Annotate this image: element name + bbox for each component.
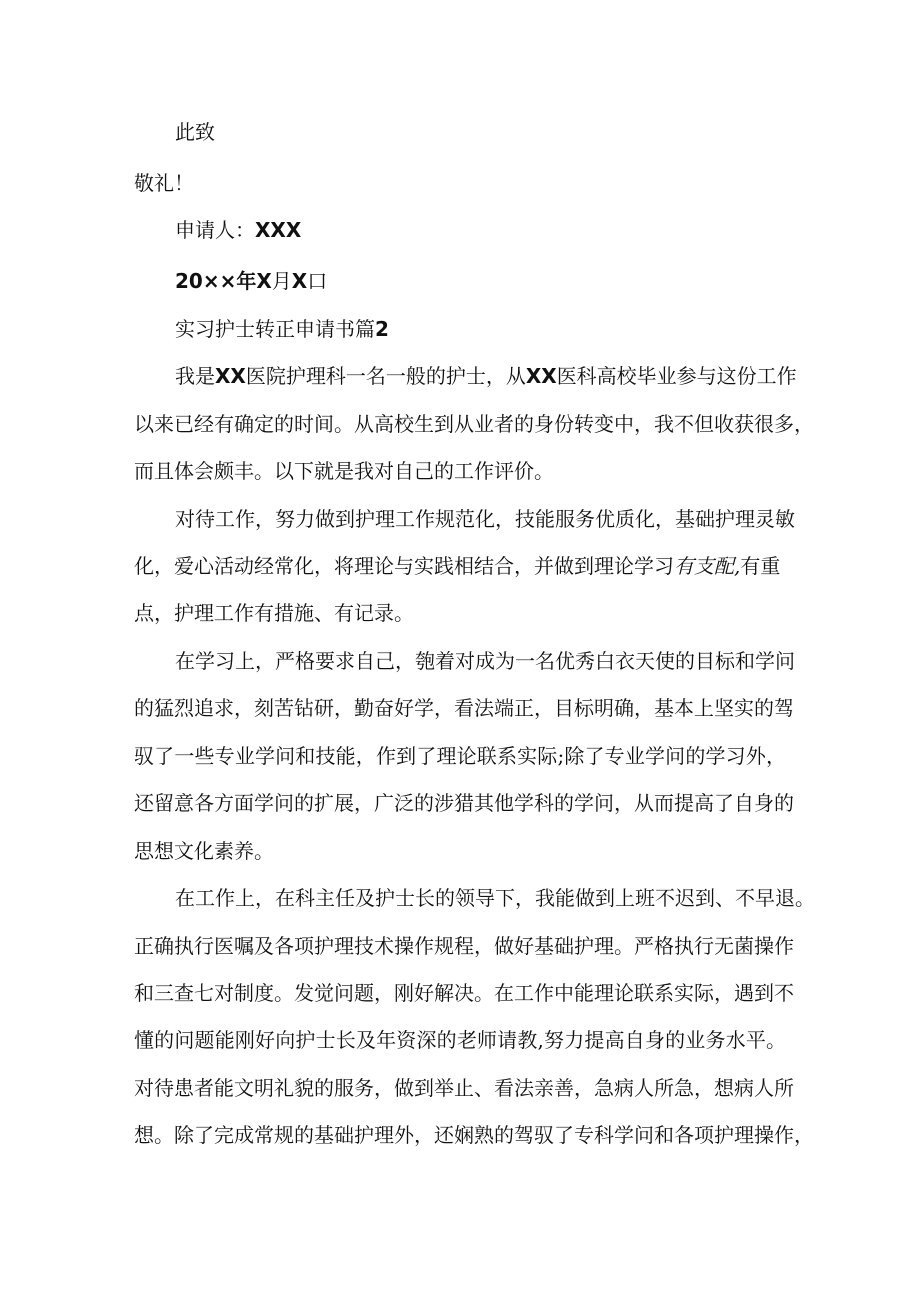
date-month: 月 [271,269,292,293]
date-year: 20××年 [175,269,257,293]
paragraph-1-line-1 [175,364,797,388]
paragraph-1-line-3: 而且体会颇丰。以下就是我对自己的工作评价。 [134,459,554,483]
paragraph-3-line-2: 的猛烈追求，刻苦钻研，勤奋好学，看法端正，目标明确，基本上坚实的驾 [134,696,794,720]
paragraph-3-line-5: 思想文化素养。 [134,839,274,863]
paragraph-4-line-3: 和三查七对制度。发觉问题，刚好解决。在工作中能理论联系实际，遇到不 [134,981,794,1005]
section-title-text: 实习护士转正申请书篇 [175,317,375,341]
text-run: 医科高校毕业参与这份工作 [556,364,797,388]
date-line [175,269,327,293]
closing-regards: 敬礼！ [134,171,194,195]
applicant-line [175,218,301,242]
paragraph-4-line-5: 对待患者能文明礼貌的服务，做到举止、看法亲善，急病人所急，想病人所 [134,1076,794,1100]
paragraph-2-line-1: 对待工作，努力做到护理工作规范化，技能服务优质化，基础护理灵敏 [175,507,795,531]
applicant-label: 申请人： [175,218,255,242]
text-run: 化，爱心活动经常化，将理论与实践相结合，并做到理论学习 [134,554,674,578]
applicant-name: XXX [255,218,302,242]
paragraph-2-line-3: 点，护理工作有措施、有记录。 [134,601,414,625]
text-run: 我是 [175,364,215,388]
paragraph-4-line-4: 懂的问题能刚好向护士长及年资深的老师请教,努力提高自身的业务水平。 [134,1028,786,1052]
paragraph-3-line-1: 在学习上，严格要求自己，匏着对成为一名优秀白衣天使的目标和学问 [175,649,795,673]
date-x1: X [256,269,272,293]
text-run: 有重 [740,554,781,578]
paragraph-4-line-1: 在工作上，在科主任及护士长的领导下，我能做到上班不迟到、不早退。 [175,886,815,910]
text-run: 医院护理科一名一般的护士，从 [245,364,526,388]
paragraph-2-line-2 [134,554,780,578]
date-tail: 口 [307,269,328,293]
school-placeholder: XX [525,364,557,388]
paragraph-1-line-2: 以来已经有确定的时间。从高校生到从业者的身份转变中，我不但收获很多， [134,412,814,436]
paragraph-4-line-6: 想。除了完成常规的基础护理外，还娴熟的驾驭了专科学问和各项护理操作， [134,1123,814,1147]
paragraph-4-line-2: 正确执行医嘱及各项护理技术操作规程，做好基础护理。严格执行无菌操作 [134,934,794,958]
hospital-placeholder: XX [215,364,246,388]
closing-salute: 此致 [175,120,215,144]
paragraph-3-line-4: 还留意各方面学问的扩展，广泛的涉猎其他学科的学问，从而提高了自身的 [134,791,794,815]
paragraph-3-line-3: 驭了一些专业学问和技能，作到了理论联系实际;除了专业学问的学习外， [134,744,786,768]
italic-run: 有支配, [674,554,741,578]
section-title-number: 2 [375,317,389,341]
section-title [175,317,389,341]
date-x2: X [291,269,308,293]
